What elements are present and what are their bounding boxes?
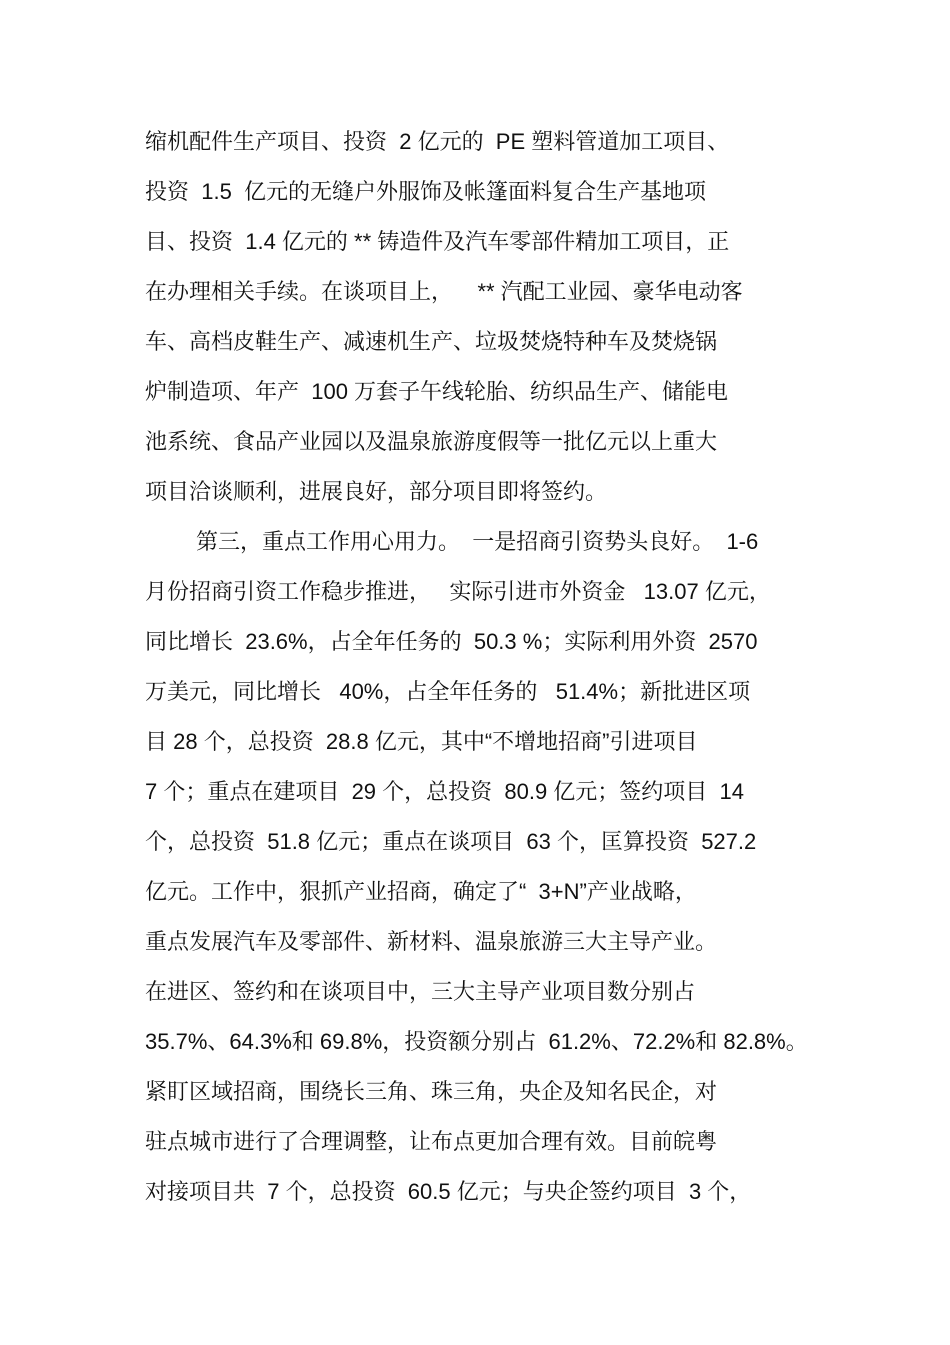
text-line: 重点发展汽车及零部件、新材料、温泉旅游三大主导产业。 (145, 929, 718, 954)
text-line: 对接项目共 7 个，总投资 60.5 亿元；与央企签约项目 3 个， (145, 1179, 752, 1204)
text-line: 投资 1.5 亿元的无缝户外服饰及帐篷面料复合生产基地项 (145, 179, 707, 204)
text-line: 池系统、食品产业园以及温泉旅游度假等一批亿元以上重大 (145, 429, 718, 454)
text-line: 在办理相关手续。在谈项目上， ** 汽配工业园、豪华电动客 (145, 279, 743, 304)
text-line: 目 28 个，总投资 28.8 亿元，其中“不增地招商”引进项目 (145, 729, 698, 754)
text-line: 在进区、签约和在谈项目中，三大主导产业项目数分别占 (145, 979, 696, 1004)
body-text (145, 117, 925, 1217)
paragraph-start-line: 第三，重点工作用心用力。 一是招商引资势头良好。 1-6 (196, 529, 759, 554)
text-line: 万美元，同比增长 40%，占全年任务的 51.4%；新批进区项 (145, 679, 751, 704)
text-line: 项目洽谈顺利，进展良好，部分项目即将签约。 (145, 479, 608, 504)
text-line: 目、投资 1.4 亿元的 ** 铸造件及汽车零部件精加工项目，正 (145, 229, 730, 254)
text-line: 炉制造项、年产 100 万套子午线轮胎、纺织品生产、储能电 (145, 379, 729, 404)
text-line: 缩机配件生产项目、投资 2 亿元的 PE 塑料管道加工项目、 (145, 129, 730, 154)
text-line: 同比增长 23.6%，占全年任务的 50.3 %；实际利用外资 2570 (145, 629, 758, 654)
text-line: 35.7%、64.3%和 69.8%，投资额分别占 61.2%、72.2%和 82.8%。 (145, 1029, 808, 1054)
text-line: 亿元。工作中，狠抓产业招商，确定了“ 3+N”产业战略， (145, 879, 697, 904)
text-line: 车、高档皮鞋生产、减速机生产、垃圾焚烧特种车及焚烧锅 (145, 329, 718, 354)
text-line: 驻点城市进行了合理调整，让布点更加合理有效。目前皖粤 (145, 1129, 718, 1154)
text-line: 个，总投资 51.8 亿元；重点在谈项目 63 个，匡算投资 527.2 (145, 829, 757, 854)
text-line: 月份招商引资工作稳步推进， 实际引进市外资金 13.07 亿元， (145, 579, 771, 604)
text-line: 紧盯区域招商，围绕长三角、珠三角，央企及知名民企，对 (145, 1079, 718, 1104)
text-line: 7 个；重点在建项目 29 个，总投资 80.9 亿元；签约项目 14 (145, 779, 745, 804)
